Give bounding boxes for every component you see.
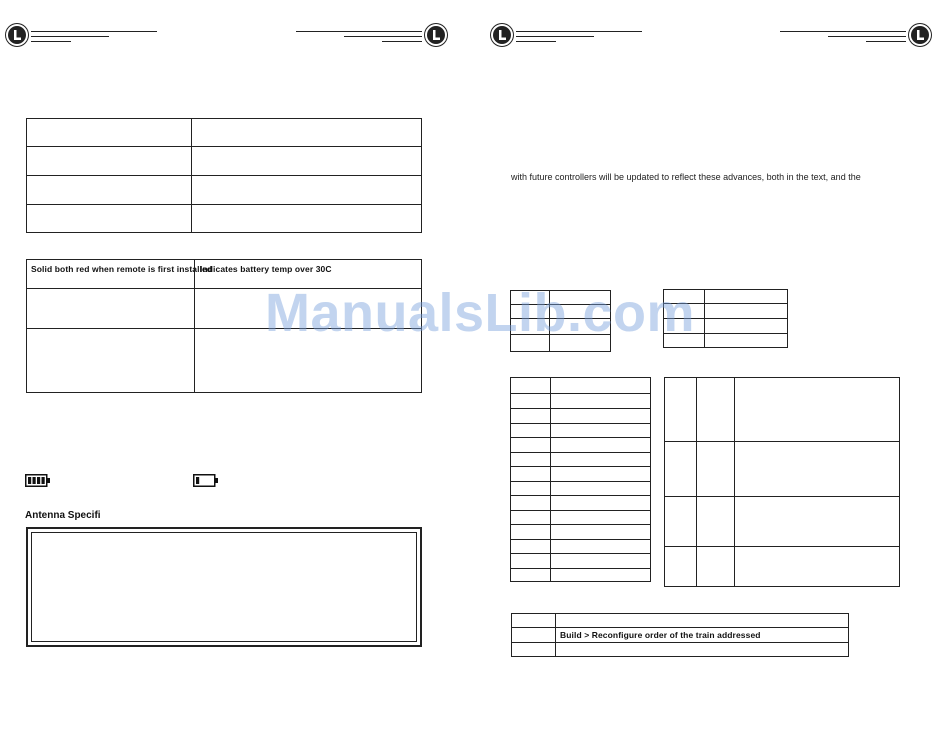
header-rule bbox=[31, 31, 157, 32]
header-rule bbox=[516, 36, 594, 37]
header-rule bbox=[296, 31, 422, 32]
header-rule bbox=[516, 31, 642, 32]
header-rule bbox=[31, 41, 71, 42]
header-rule bbox=[31, 36, 109, 37]
header-rule bbox=[866, 41, 906, 42]
lionel-logo-icon bbox=[427, 26, 445, 44]
watermark: ManualsLib.com bbox=[265, 283, 696, 343]
antenna-spec-inner-box bbox=[31, 532, 417, 642]
lionel-logo-icon bbox=[8, 26, 26, 44]
antenna-heading: Antenna Specifi bbox=[25, 510, 101, 521]
lionel-logo-icon bbox=[911, 26, 929, 44]
battery-low-icon bbox=[193, 474, 219, 487]
lionel-logo-icon bbox=[493, 26, 511, 44]
status-table-header-right: Indicates battery temp over 30C bbox=[200, 264, 332, 274]
intro-text: with future controllers will be updated to reflect these advances, both in the text, and the bbox=[511, 172, 861, 182]
header-rule bbox=[344, 36, 422, 37]
header-rule bbox=[382, 41, 422, 42]
header-rule bbox=[780, 31, 906, 32]
header-rule bbox=[516, 41, 556, 42]
header-rule bbox=[828, 36, 906, 37]
bottom-table-row2-text: Build > Reconfigure order of the train addressed bbox=[560, 630, 761, 640]
battery-full-icon bbox=[25, 474, 51, 487]
status-table-header-left: Solid both red when remote is first installed bbox=[31, 264, 213, 274]
